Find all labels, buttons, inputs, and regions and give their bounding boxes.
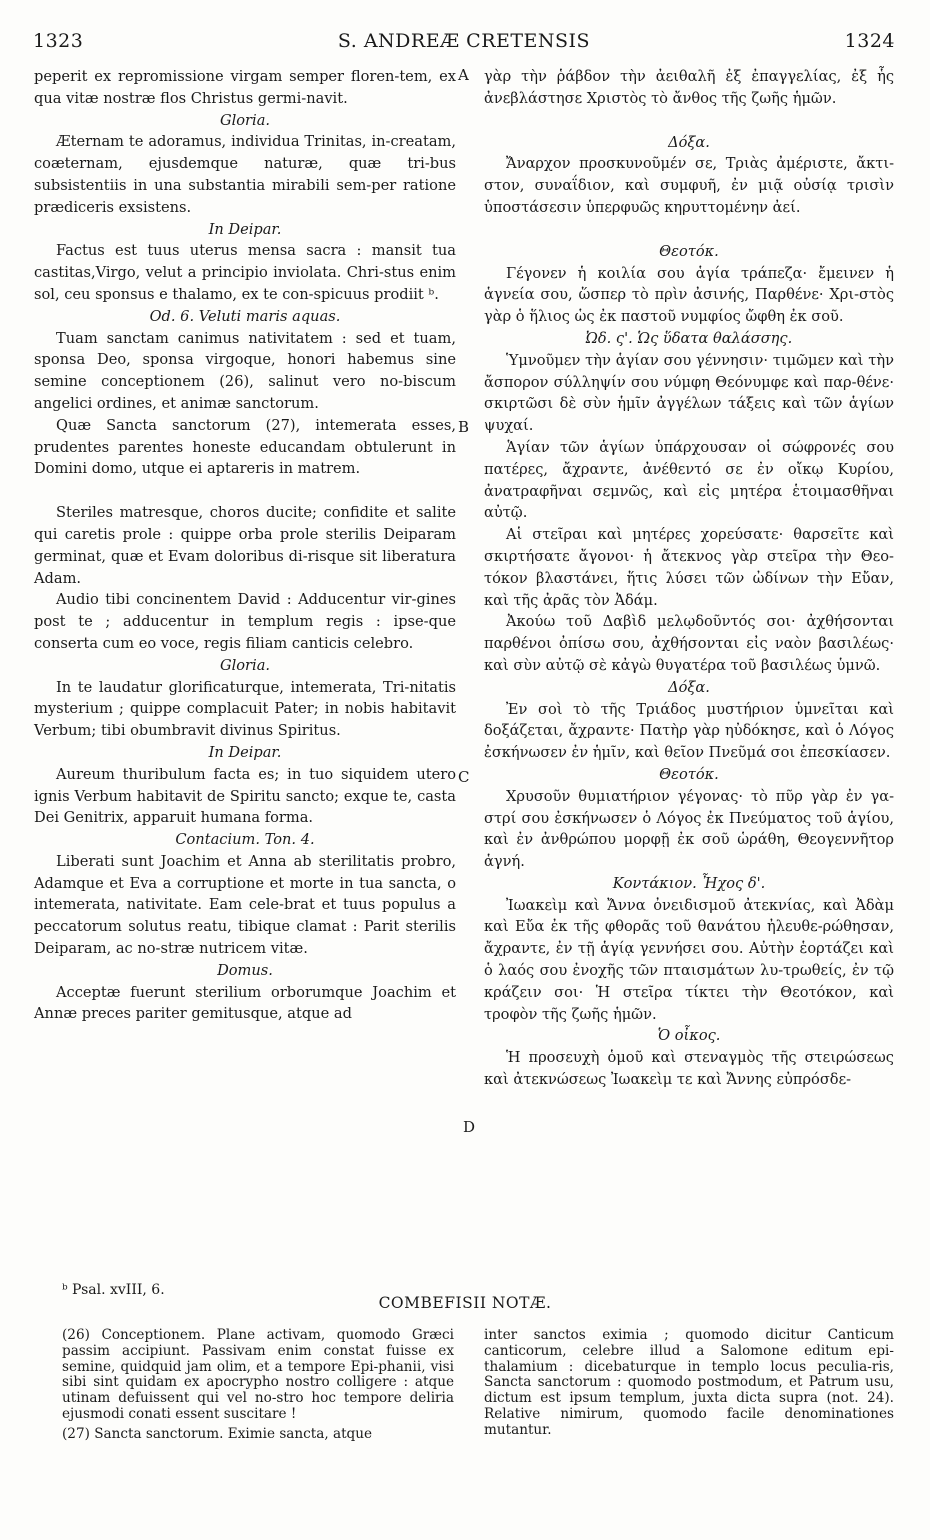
latin-paragraph: Quæ Sancta sanctorum (27), intemerata esses, prudentes parentes honeste educandam obtulerunt in Domini domo, utque ei aptareris in matrem.	[34, 416, 456, 478]
page-number-right: 1324	[844, 30, 895, 52]
notes-left-column	[62, 1328, 454, 1443]
greek-heading: Δόξα.	[668, 133, 710, 151]
greek-spacer	[484, 219, 894, 241]
latin-paragraph: Liberati sunt Joachim et Anna ab sterilitatis probro, Adamque et Eva a corruptione et morte in tua sancta, o intemerata, nativitate. Eam cele-brat et tuus populus a peccatorum solutus reatu, tibique clamat : Parit sterilis Deiparam, ac no-stræ nutricem vitæ.	[34, 852, 456, 958]
latin-heading: In Deipar.	[208, 743, 282, 761]
note-paragraph: (27) Sancta sanctorum. Eximie sancta, atque	[62, 1425, 373, 1442]
latin-paragraph: Steriles matresque, choros ducite; confidite et salite qui caretis prole : quippe orba prole sterilis Deiparam germinat, quæ et Evam doloribus di-risque sit liberatura Adam.	[34, 504, 456, 587]
latin-paragraph: Tuam sanctam canimus nativitatem : sed et tuam, sponsa Deo, sponsa virgoque, honori habemus sine semine conceptionem (26), salinut vero no-biscum angelici ordines, et animæ sanctorum.	[34, 329, 456, 412]
notes-right-column	[484, 1328, 894, 1439]
greek-spacer	[484, 110, 894, 132]
note-paragraph: inter sanctos eximia ; quomodo dicitur Canticum canticorum, celebre illud a Salomone editum epi-thalamium : dicebaturque in templo locus peculia-ris, Sancta sanctorum : quomodo postmodum, et Patrum usu, dictum est ipsum templum, juxta dicta supra (not. 24). Relative nimirum, quomodo facile denominationes mutantur.	[484, 1327, 894, 1438]
latin-heading: Gloria.	[219, 111, 271, 129]
notes-title: COMBEFISII NOTÆ.	[378, 1294, 552, 1312]
latin-paragraph: peperit ex repromissione virgam semper floren-tem, ex qua vitæ nostræ flos Christus germi-navit.	[34, 68, 456, 107]
running-title: S. ANDREÆ CRETENSIS	[337, 30, 591, 52]
greek-heading: Θεοτόκ.	[659, 765, 719, 783]
latin-paragraph: Aureum thuribulum facta es; in tuo siquidem utero ignis Verbum habitavit de Spiritu sancto; exque te, casta Dei Genitrix, apparuit humana forma.	[34, 765, 456, 827]
greek-paragraph: γὰρ τὴν ῥάβδον τὴν ἀειθαλῆ ἐξ ἐπαγγελίας, ἐξ ἧς ἀνεβλάστησε Χριστὸς τὸ ἄνθος τῆς ζωῆς ἡμῶν.	[484, 68, 894, 107]
greek-paragraph: Ἰωακεὶμ καὶ Ἄννα ὀνειδισμοῦ ἀτεκνίας, καὶ Ἀδὰμ καὶ Εὔα ἐκ τῆς φθορᾶς τοῦ θανάτου ἠλευθε-ρώθησαν, ἄχραντε, ἐν τῇ ἁγίᾳ γεννήσει σου. Αὐτὴν ἑορτάζει καὶ ὁ λαός σου ἐνοχῆς τῶν πταισμάτων λυ-τρωθείς, ἐν τῷ κράζειν σοι· Ἡ στεῖρα τίκτει τὴν Θεοτόκον, καὶ τροφὸν τῆς ζωῆς ἡμῶν.	[484, 896, 894, 1023]
greek-paragraph: Ἄναρχον προσκυνοῦμέν σε, Τριὰς ἀμέριστε, ἄκτι-στον, συναΐδιον, καὶ συμφυῆ, ἐν μιᾷ οὐσίᾳ τρισὶν ὑποστάσεσιν ὑπερφυῶς κηρυττομένην ἀεί.	[484, 155, 894, 216]
latin-paragraph: In te laudatur glorificaturque, intemerata, Tri-nitatis mysterium ; quippe complacuit Pater; in nobis habitavit Verbum; tibi obumbravit divinus Spiritus.	[34, 678, 456, 740]
latin-heading: In Deipar.	[208, 220, 282, 238]
section-marker-d: D	[463, 1118, 476, 1136]
footnote: ᵇ Psal. xvIII, 6.	[62, 1282, 165, 1298]
greek-heading: Ὠδ. ς'. Ὡς ὕδατα θαλάσσης.	[585, 329, 793, 347]
greek-paragraph: Ἡ προσευχὴ ὁμοῦ καὶ στεναγμὸς τῆς στειρώσεως καὶ ἀτεκνώσεως Ἰωακεὶμ τε καὶ Ἄννης εὐπρόσδε-	[484, 1049, 894, 1089]
greek-heading: Κοντάκιον. Ἦχος δ'.	[612, 874, 766, 892]
section-marker-c: C	[458, 768, 470, 786]
greek-heading: Δόξα.	[668, 678, 710, 696]
latin-heading: Gloria.	[219, 656, 271, 674]
greek-paragraph: Γέγονεν ἡ κοιλία σου ἁγία τράπεζα· ἔμεινεν ἡ ἁγνεία σου, ὥσπερ τὸ πρὶν ἀσινής, Παρθένε· Χρι-στὸς γὰρ ὁ ἥλιος ὡς ἐκ παστοῦ νυμφίος ὤφθη ἐκ σοῦ.	[484, 264, 894, 326]
latin-heading: Od. 6. Veluti maris aquas.	[149, 307, 341, 325]
latin-paragraph: Audio tibi concinentem David : Adducentur vir-gines post te ; adducentur in templum regis : ipse-que conserta cum eo voce, regis filiam canticis celebro.	[34, 591, 456, 652]
greek-paragraph: Ὑμνοῦμεν τὴν ἁγίαν σου γέννησιν· τιμῶμεν καὶ τὴν ἄσπορον σύλληψίν σου νύμφη Θεόνυμφε καὶ παρ-θένε· σκιρτῶσι δὲ σὺν ἡμῖν ἀγγέλων τάξεις καὶ τῶν ἁγίων ψυχαί.	[484, 351, 894, 435]
note-paragraph: (26) Conceptionem. Plane activam, quomodo Græci passim accipiunt. Passivam enim constat fuisse ex semine, quidquid jam olim, et a tempore Epi-phanii, visi sibi sint quidam ex apocrypho nostro colligere : atque utinam defuissent qui vel no-stro hoc tempore deliria ejusmodi conati essent suscitare !	[62, 1327, 454, 1422]
greek-paragraph: Ἀκούω τοῦ Δαβὶδ μελῳδοῦντός σοι· ἀχθήσονται παρθένοι ὀπίσω σου, ἀχθήσονται εἰς ναὸν βασιλέως· καὶ σὺν αὐτῷ σὲ κἀγὼ θυγατέρα τοῦ βασιλέως ὑμνῶ.	[484, 613, 894, 674]
greek-heading: Θεοτόκ.	[659, 242, 719, 260]
section-marker-b: B	[458, 418, 470, 436]
latin-paragraph: Acceptæ fuerunt sterilium orborumque Joachim et Annæ preces pariter gemitusque, atque ad	[34, 983, 456, 1023]
greek-column	[484, 66, 894, 1091]
latin-heading: Contacium. Ton. 4.	[175, 831, 315, 849]
latin-paragraph: Factus est tuus uterus mensa sacra : mansit tua castitas,Virgo, velut a principio inviolata. Chri-stus enim sol, ceu sponsus e thalamo, ex te con-spicuus prodiit ᵇ.	[34, 242, 456, 303]
latin-column	[34, 66, 456, 1025]
greek-paragraph: Ἁγίαν τῶν ἁγίων ὑπάρχουσαν οἱ σώφρονές σου πατέρες, ἄχραντε, ἀνέθεντό σε ἐν οἴκῳ Κυρίου, ἀνατραφῆναι σεμνῶς, καὶ εἰς μητέρα ἑτοιμασθῆναι αὐτῷ.	[484, 438, 894, 522]
latin-spacer	[34, 480, 456, 502]
greek-paragraph: Ἐν σοὶ τὸ τῆς Τριάδος μυστήριον ὑμνεῖται καὶ δοξάζεται, ἄχραντε· Πατὴρ γὰρ ηὐδόκησε, καὶ ὁ Λόγος ἐσκήνωσεν ἐν ἡμῖν, καὶ θεῖον Πνεῦμά σοι ἐπεσκίασεν.	[484, 700, 894, 762]
greek-heading: Ὁ οἶκος.	[657, 1027, 721, 1045]
greek-paragraph: Αἱ στεῖραι καὶ μητέρες χορεύσατε· θαρσεῖτε καὶ σκιρτήσατε ἄγονοι· ἡ ἄτεκνος γὰρ στεῖρα τὴν Θεο-τόκον βλαστάνει, ἥτις λύσει τῶν ὠδίνων τὴν Εὔαν, καὶ τῆς ἀρᾶς τὸν Ἀδάμ.	[484, 526, 894, 609]
page-header	[33, 30, 895, 60]
latin-paragraph: Æternam te adoramus, individua Trinitas, in-creatam, coæternam, ejusdemque naturæ, quæ tri-bus subsistentiis in una substantia mirabili sem-per ratione prædiceris exsistens.	[34, 133, 456, 216]
greek-paragraph: Χρυσοῦν θυμιατήριον γέγονας· τὸ πῦρ γὰρ ἐν γα-στρί σου ἐσκήνωσεν ὁ Λόγος ἐκ Πνεύματος τοῦ ἁγίου, καὶ ἐν ἀνθρώπου μορφῇ ἐκ σοῦ ὡράθη, Θεογεννῆτορ ἁγνή.	[484, 787, 894, 871]
section-marker-a: A	[458, 66, 469, 84]
page-number-left: 1323	[33, 30, 84, 52]
latin-heading: Domus.	[217, 961, 273, 979]
